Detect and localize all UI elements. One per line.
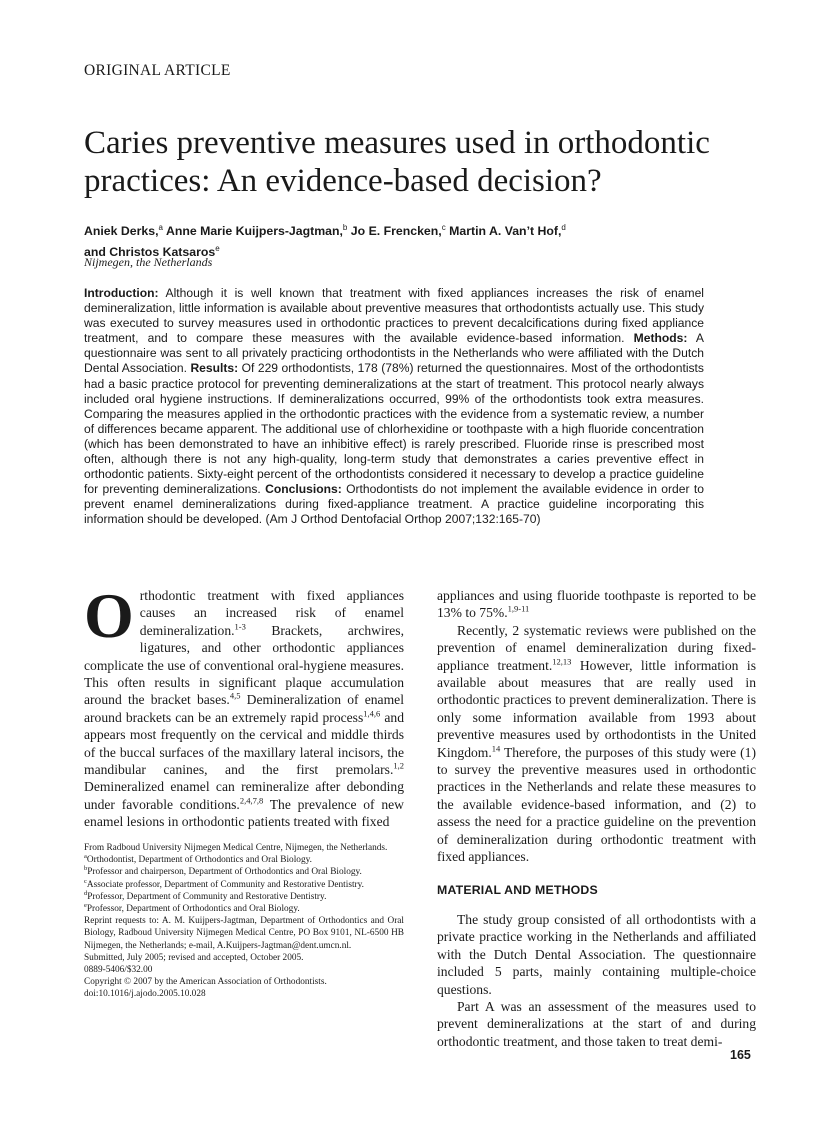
footnote-affiliation: From Radboud University Nijmegen Medical Centre, Nijmegen, the Netherlands. bbox=[84, 843, 388, 853]
abstract-results-label: Results: bbox=[190, 361, 239, 376]
footnote-submitted: Submitted, July 2005; revised and accepted, October 2005. bbox=[84, 952, 304, 963]
text-run: Brackets, archwires, ligatures, and other orthodontic appliances complicate the use of conventional oral-hygiene measures. This often results in significant plaque accumulation around the bracket bases. bbox=[84, 622, 404, 708]
footnote-marker: e bbox=[84, 901, 87, 909]
footnote-marker: b bbox=[84, 865, 88, 873]
author-affiliation-marker: e bbox=[215, 244, 220, 254]
author-name: Anne Marie Kuijpers-Jagtman, bbox=[165, 224, 343, 239]
footnote-marker: c bbox=[84, 877, 87, 885]
footnote-doi: doi:10.1016/j.ajodo.2005.10.028 bbox=[84, 989, 206, 1000]
footnote-role-text: Professor, Department of Community and Restorative Dentistry. bbox=[87, 891, 327, 902]
text-run: rthodontic treatment with fixed appliances causes an increased risk of enamel demineralization. bbox=[139, 588, 404, 638]
intro-paragraph bbox=[84, 580, 404, 831]
author-affiliation-marker: a bbox=[158, 223, 163, 232]
footnote-role-text: Associate professor, Department of Community and Restorative Dentistry. bbox=[86, 879, 364, 890]
author-name: Martin A. Van’t Hof, bbox=[449, 224, 562, 239]
footnote-copyright: Copyright © 2007 by the American Association of Orthodontists. bbox=[84, 977, 327, 988]
text-run: The prevalence of new enamel lesions in orthodontic patients treated with fixed bbox=[84, 796, 404, 830]
footnote-role bbox=[84, 903, 404, 915]
body-paragraph: Part A was an assessment of the measures used to prevent demineralizations at the start of and during orthodontic treatment, and those taken to treat demi- bbox=[437, 998, 756, 1049]
footnote-marker: d bbox=[84, 889, 88, 897]
footnote-price-code: 0889-5406/$32.00 bbox=[84, 965, 153, 976]
citation-ref: 1-3 bbox=[234, 621, 246, 632]
footnote-reprint: Reprint requests to: A. M. Kuijpers-Jagtman, Department of Orthodontics and Oral Biology, Radboud University Nijmegen Medical Centre, PO Box 9101, NL-6500 HB Nijmegen, the Netherlands; e-mail, A.Kuijpers-Jagtman@dent.umcn.nl. bbox=[84, 916, 404, 951]
text-run: Recently, 2 systematic reviews were published on the prevention of enamel demineralization during fixed-appliance treatment. bbox=[437, 622, 756, 673]
abstract-conclusions-label: Conclusions: bbox=[265, 482, 342, 497]
abstract-introduction: Although it is well known that treatment with fixed appliances increases the risk of enamel demineralization, little information is available about preventive measures that orthodontists actually use. This study was executed to survey measures used in orthodontic practices to prevent decalcifications during fixed appliance treatment, and to compare these measures with the available evidence-based information. bbox=[84, 286, 704, 346]
body-column-left bbox=[84, 580, 404, 831]
citation-ref: 1,4,6 bbox=[363, 708, 381, 719]
author-name: Aniek Derks, bbox=[84, 224, 159, 239]
citation-ref: 1,9-11 bbox=[507, 603, 530, 614]
citation-ref: 1,2 bbox=[393, 760, 404, 771]
abstract-methods: A questionnaire was sent to all privately practicing orthodontists in the Netherlands who were affiliated with the Dutch Dental Association. bbox=[84, 331, 704, 376]
footnote-roles bbox=[84, 854, 404, 915]
text-run: and appears most frequently on the cervical and middle thirds of the buccal surfaces of the maxillary lateral incisors, the mandibular canines, and the first premolars. bbox=[84, 709, 404, 778]
footnote-role-text: Professor, Department of Orthodontics and Oral Biology. bbox=[86, 904, 300, 915]
abstract-introduction-label: Introduction: bbox=[84, 286, 159, 300]
drop-cap: O bbox=[84, 580, 134, 651]
abstract-conclusions: Orthodontists do not implement the available evidence in order to prevent enamel demineralizations during fixed-appliance treatment. A practice guideline incorporating this information should be developed. bbox=[84, 482, 704, 527]
footnote-role bbox=[84, 866, 404, 878]
text-run: Demineralization of enamel around brackets can be an extremely rapid process bbox=[84, 692, 404, 725]
footnote-role bbox=[84, 879, 404, 891]
page-number: 165 bbox=[730, 1048, 751, 1062]
footnote-role bbox=[84, 854, 404, 866]
footnote-role bbox=[84, 891, 404, 903]
footnotes bbox=[84, 842, 404, 1001]
footnote-marker: a bbox=[84, 853, 87, 861]
abstract-methods-label: Methods: bbox=[633, 331, 688, 346]
body-paragraph: The study group consisted of all orthodontists with a private practice working in the Netherlands and affiliated with the Dutch Dental Association. The questionnaire included 5 parts, mainly containing multiple-choice questions. bbox=[437, 911, 756, 997]
author-name: Jo E. Frencken, bbox=[350, 224, 442, 239]
body-column-right bbox=[437, 587, 756, 1050]
author-affiliation-marker: b bbox=[342, 223, 348, 232]
text-run: However, little information is available about measures that are really used in orthodontic practices to prevent demineralization. There is only some information available from 1993 about preventive measures used by orthodontists in the United Kingdom. bbox=[437, 657, 756, 760]
citation-ref: 12,13 bbox=[552, 656, 572, 667]
footnote-role-text: Professor and chairperson, Department of Orthodontics and Oral Biology. bbox=[87, 867, 362, 878]
citation-ref: 14 bbox=[491, 743, 501, 754]
abstract bbox=[84, 286, 704, 528]
citation-ref: 2,4,7,8 bbox=[239, 795, 264, 806]
text-run: Demineralized enamel can remineralize after debonding under favorable conditions. bbox=[84, 779, 404, 812]
author-name: and Christos Katsaros bbox=[84, 245, 216, 260]
text-run: appliances and using fluoride toothpaste is reported to be 13% to 75%. bbox=[437, 588, 756, 621]
abstract-citation: (Am J Orthod Dentofacial Orthop 2007;132:165-70) bbox=[265, 512, 541, 527]
citation-ref: 4,5 bbox=[229, 690, 241, 701]
author-affiliation-marker: d bbox=[561, 223, 566, 232]
section-heading-methods: MATERIAL AND METHODS bbox=[437, 882, 598, 897]
author-location: Nijmegen, the Netherlands bbox=[84, 255, 213, 269]
abstract-results: Of 229 orthodontists, 178 (78%) returned the questionnaires. Most of the orthodontists had a basic practice protocol for preventing demineralizations at the start of treatment. This protocol nearly always included oral hygiene instructions. If demineralizations occurred, 99% of the orthodontists took extra measures. Comparing the measures applied in the orthodontic practices with the evidence from a systematic review, a number of differences became apparent. The additional use of chlorhexidine or toothpaste with a high fluoride concentration (which has been demonstrated to have an inhibitive effect) is rarely prescribed. Fluoride rinse is prescribed most often, although there is not any high-quality, long-term study that demonstrates a caries preventive effect in orthodontic patients. Sixty-eight percent of the orthodontists considered it necessary to develop a practice guideline for preventing demineralizations. bbox=[84, 361, 704, 497]
footnote-role-text: Orthodontist, Department of Orthodontics and Oral Biology. bbox=[86, 855, 312, 866]
text-run: Therefore, the purposes of this study were (1) to survey the preventive measures used in orthodontic practices in the Netherlands and relate these measures to the available evidence-based information, and (2) to assess the need for a practice guideline on the prevention of demineralization during orthodontic treatment with fixed appliances. bbox=[437, 744, 756, 865]
body-paragraph bbox=[437, 622, 756, 866]
article-title: Caries preventive measures used in orthodontic practices: An evidence-based decision? bbox=[84, 125, 710, 199]
author-affiliation-marker: c bbox=[441, 223, 446, 232]
body-paragraph bbox=[437, 587, 756, 622]
section-label: ORIGINAL ARTICLE bbox=[84, 62, 231, 79]
